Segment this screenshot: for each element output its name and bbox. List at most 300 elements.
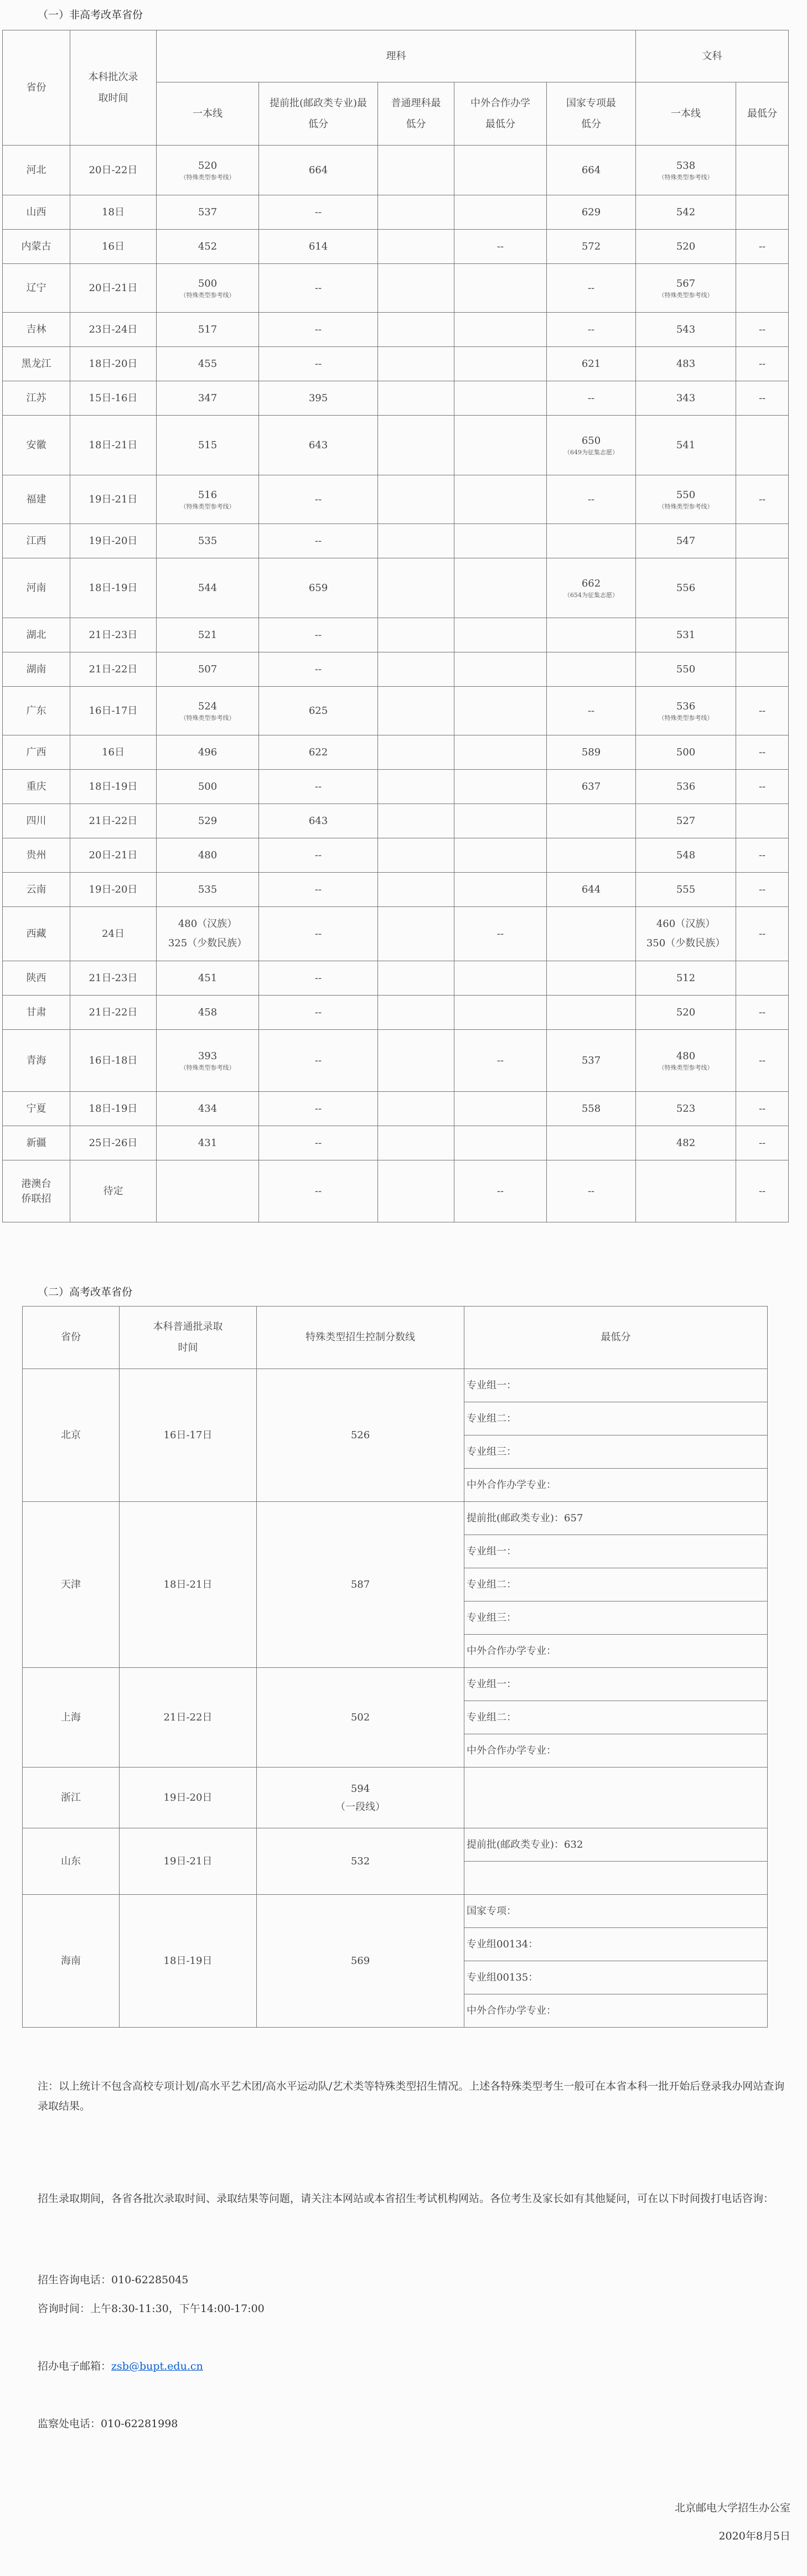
arts-first-tier-cell [636,907,736,961]
sci-postal-cell [259,1030,378,1092]
sci-regular-cell [378,838,454,873]
arts-min-cell [736,996,789,1030]
sci-postal-cell-value: 614 [308,241,328,252]
batch-time-cell [70,770,157,804]
min-score-item-cell: 专业组00135： [464,1961,768,1994]
arts-first-tier-cell-value: 538 [676,159,696,172]
province-cell [3,907,70,961]
control-line-cell-value: 587 [350,1579,370,1590]
province-cell [3,558,70,618]
province-cell [3,735,70,770]
province-cell [3,996,70,1030]
sci-joint-cell [454,146,547,195]
sci-national-cell [547,558,636,618]
sci-first-tier-cell-value: 524 [198,700,218,712]
batch-time-cell-value: 19日-20日 [89,535,138,547]
batch-time-cell [70,416,157,475]
sci-postal-cell-value: -- [314,1185,322,1197]
province-cell [23,1828,120,1895]
sci-postal-cell [259,313,378,347]
sci-first-tier-cell-value: 521 [198,629,218,641]
arts-first-tier-cell-value: 555 [676,884,696,895]
sci-joint-cell [454,873,547,907]
arts-first-tier-cell [636,1030,736,1092]
sci-regular-cell [378,907,454,961]
sci-national-cell [547,996,636,1030]
province-cell-value: 港澳台侨联招 [21,1178,51,1205]
batch-time-cell [70,907,157,961]
province-cell-value: 浙江 [61,1792,81,1803]
table-row [3,1030,789,1092]
control-line-cell [257,1895,464,2028]
sci-postal-cell [259,996,378,1030]
sci-postal-cell-value: -- [314,206,322,218]
arts-first-tier-cell [636,230,736,264]
sci-postal-cell [259,558,378,618]
batch-time-cell [70,264,157,313]
sci-regular-cell [378,961,454,996]
sci-first-tier-cell-value: 452 [198,241,218,252]
province-cell [23,1369,120,1502]
arts-min-cell [736,230,789,264]
sci-postal-cell [259,416,378,475]
control-line-cell-value: 532 [350,1855,370,1867]
batch-time-cell-value: 16日-18日 [89,1055,138,1066]
arts-first-tier-cell [636,687,736,735]
sci-first-tier-cell [157,524,259,558]
batch-time-cell [70,1092,157,1126]
header2-control-line: 特殊类型招生控制分数线 [257,1307,464,1369]
sci-joint-cell-value: -- [496,241,504,252]
arts-min-cell-value: -- [758,1007,766,1018]
arts-min-cell [736,381,789,416]
sci-joint-cell [454,558,547,618]
arts-min-cell [736,907,789,961]
batch-time-cell [120,1895,257,2028]
min-score-item-cell: 中外合作办学专业： [464,1734,768,1768]
table-row [3,838,789,873]
sci-joint-cell [454,1160,547,1222]
arts-first-tier-cell-value: 520 [676,241,696,252]
sci-postal-cell [259,804,378,838]
sci-joint-cell [454,475,547,524]
province-cell [3,195,70,230]
batch-time-cell [70,146,157,195]
sci-postal-cell-value: 643 [308,439,328,451]
province-cell-value: 甘肃 [26,1007,46,1018]
footer-email-line [38,2356,203,2376]
sci-first-tier-cell-value: 517 [198,324,218,335]
sci-postal-cell-value: 643 [308,815,328,827]
batch-time-cell [120,1369,257,1502]
table-row [3,618,789,652]
sci-first-tier-cell [157,996,259,1030]
arts-min-cell [736,524,789,558]
sci-joint-cell [454,996,547,1030]
min-score-item-cell: 中外合作办学专业： [464,1994,768,2028]
sci-joint-cell [454,381,547,416]
sci-joint-cell [454,687,547,735]
arts-min-cell-value: -- [758,705,766,717]
sci-national-cell [547,313,636,347]
sci-national-cell [547,1030,636,1092]
min-score-item-cell: 提前批(邮政类专业)：657 [464,1502,768,1535]
arts-min-cell [736,804,789,838]
sci-regular-cell [378,381,454,416]
footer-email-link[interactable]: zsb@bupt.edu.cn [111,2360,203,2372]
table-row [3,735,789,770]
sci-postal-cell-value: -- [314,1055,322,1066]
sci-postal-cell [259,873,378,907]
sci-first-tier-cell-value: 431 [198,1137,218,1149]
batch-time-cell [70,996,157,1030]
arts-first-tier-cell [636,996,736,1030]
arts-min-cell [736,264,789,313]
arts-min-cell [736,475,789,524]
sci-national-cell [547,264,636,313]
arts-min-cell [736,146,789,195]
table-row [3,195,789,230]
province-cell-value: 江苏 [26,392,46,404]
sci-national-cell-value: -- [587,392,595,404]
province-cell [23,1502,120,1668]
arts-min-cell [736,1092,789,1126]
sci-joint-cell [454,770,547,804]
sci-regular-cell [378,416,454,475]
sci-regular-cell [378,735,454,770]
sci-postal-cell [259,961,378,996]
sci-first-tier-cell-note: （特殊类型参考线） [180,173,235,181]
arts-first-tier-cell-value: 548 [676,849,696,861]
province-cell [3,961,70,996]
sci-first-tier-cell-value: 529 [198,815,218,827]
sci-regular-cell [378,146,454,195]
sci-postal-cell-value: -- [314,324,322,335]
table-row [23,1668,768,1701]
sci-national-cell [547,961,636,996]
sci-first-tier-cell-value: 480（汉族） [178,918,237,930]
sci-postal-cell [259,347,378,381]
arts-first-tier-cell [636,558,736,618]
sci-postal-cell [259,652,378,687]
table-row [3,996,789,1030]
arts-first-tier-cell [636,195,736,230]
batch-time-cell-value: 待定 [103,1185,123,1197]
sci-national-cell [547,804,636,838]
header-arts-first-tier: 一本线 [636,82,736,146]
arts-first-tier-cell-note: （特殊类型参考线） [658,714,713,722]
sci-postal-cell-value: -- [314,884,322,895]
province-cell-value: 江西 [26,535,46,547]
sci-first-tier-cell [157,687,259,735]
sci-first-tier-cell-value: 535 [198,884,218,895]
table-row [3,652,789,687]
province-cell [3,873,70,907]
control-line-cell [257,1768,464,1828]
sci-national-cell-value: -- [587,705,595,717]
sci-first-tier-cell [157,1160,259,1222]
batch-time-cell-value: 18日-20日 [89,358,138,370]
batch-time-cell-value: 21日-23日 [89,972,138,984]
batch-time-cell-value: 20日-22日 [89,164,138,176]
arts-first-tier-cell-value: 536 [676,700,696,712]
sci-national-cell-value: 629 [581,206,601,218]
province-cell-value: 广西 [26,747,46,758]
sci-postal-cell [259,1092,378,1126]
min-score-item-cell: 专业组二： [464,1701,768,1734]
sci-national-cell-value: 644 [581,884,601,895]
sci-first-tier-cell [157,230,259,264]
province-cell-value: 云南 [26,884,46,895]
sci-national-cell-value: 537 [581,1055,601,1066]
sci-first-tier-cell-value: 455 [198,358,218,370]
batch-time-cell-value: 19日-20日 [163,1792,213,1803]
sci-first-tier-cell [157,907,259,961]
province-cell [3,475,70,524]
province-cell-value: 吉林 [26,324,46,335]
sci-national-cell-value: 572 [581,241,601,252]
table-row [23,1502,768,1535]
arts-first-tier-cell-note: （特殊类型参考线） [658,173,713,181]
batch-time-cell [70,687,157,735]
sci-postal-cell-value: -- [314,781,322,792]
footer-date: 2020年8月5日 [718,2530,790,2542]
arts-min-cell-value: -- [758,241,766,252]
sci-regular-cell [378,804,454,838]
sci-postal-cell-value: -- [314,972,322,984]
sci-first-tier-cell-value: 535 [198,535,218,547]
arts-first-tier-cell-value: 482 [676,1137,696,1149]
province-cell-value: 北京 [61,1429,81,1441]
province-cell-value: 福建 [26,494,46,505]
batch-time-cell-value: 18日-21日 [163,1579,213,1590]
sci-joint-cell [454,618,547,652]
batch-time-cell-value: 21日-22日 [89,1007,138,1018]
sci-postal-cell-value: -- [314,849,322,861]
sci-postal-cell-value: -- [314,282,322,294]
sci-postal-cell-value: 625 [308,705,328,717]
sci-national-cell [547,416,636,475]
province-cell [3,1030,70,1092]
sci-regular-cell [378,1126,454,1160]
sci-national-cell [547,907,636,961]
batch-time-cell-value: 24日 [102,928,125,940]
footer-phone: 招生咨询电话：010-62285045 [38,2274,189,2286]
province-cell [3,146,70,195]
sci-first-tier-cell-value: 434 [198,1103,218,1115]
batch-time-cell-value: 18日-19日 [89,781,138,792]
province-cell-value: 湖南 [26,664,46,675]
batch-time-cell [120,1668,257,1768]
sci-national-cell [547,195,636,230]
sci-first-tier-cell-value: 500 [198,277,218,289]
arts-first-tier-cell-value: 541 [676,439,696,451]
min-score-item-cell: 中外合作办学专业： [464,1469,768,1502]
province-cell [3,687,70,735]
sci-joint-cell [454,1030,547,1092]
province-cell-value: 安徽 [26,439,46,451]
sci-first-tier-cell [157,961,259,996]
table-row [3,475,789,524]
sci-joint-cell [454,735,547,770]
batch-time-cell [70,195,157,230]
arts-first-tier-cell [636,524,736,558]
arts-first-tier-cell [636,416,736,475]
arts-first-tier-cell-value: 531 [676,629,696,641]
province-cell-value: 海南 [61,1955,81,1967]
arts-first-tier-cell [636,313,736,347]
batch-time-cell-value: 23日-24日 [89,324,138,335]
sci-first-tier-cell [157,1030,259,1092]
province-cell-value: 山东 [61,1855,81,1867]
arts-min-cell [736,873,789,907]
table-row [23,1369,768,1402]
batch-time-cell [120,1768,257,1828]
sci-joint-cell [454,804,547,838]
province-cell-value: 陕西 [26,972,46,984]
sci-national-cell-value: -- [587,1185,595,1197]
min-score-item-cell: 专业组二： [464,1568,768,1601]
sci-regular-cell [378,687,454,735]
batch-time-cell [70,558,157,618]
province-cell [3,264,70,313]
arts-first-tier-cell [636,618,736,652]
sci-postal-cell-value: -- [314,928,322,940]
table-row [3,347,789,381]
batch-time-cell-value: 18日 [102,206,125,218]
sci-national-cell [547,652,636,687]
batch-time-cell [120,1502,257,1668]
sci-postal-cell-value: 395 [308,392,328,404]
batch-time-cell [70,230,157,264]
min-score-item-cell: 专业组一： [464,1535,768,1568]
sci-national-cell [547,475,636,524]
footer-hours: 咨询时间：上午8:30-11:30，下午14:00-17:00 [38,2303,265,2315]
sci-regular-cell [378,195,454,230]
sci-first-tier-cell [157,652,259,687]
sci-first-tier-cell-value: 507 [198,664,218,675]
header2-batch-time: 本科普通批录取时间 [120,1307,257,1369]
sci-regular-cell [378,313,454,347]
sci-national-cell-value: 621 [581,358,601,370]
batch-time-cell [70,347,157,381]
sci-postal-cell [259,1126,378,1160]
sci-postal-cell-value: 622 [308,747,328,758]
arts-first-tier-cell-value: 483 [676,358,696,370]
sci-regular-cell [378,996,454,1030]
sci-postal-cell [259,907,378,961]
arts-first-tier-cell-note: （特殊类型参考线） [658,1064,713,1071]
batch-time-cell-value: 20日-21日 [89,849,138,861]
footer-supervise: 监察处电话：010-62281998 [38,2418,178,2430]
sci-national-cell-value: 664 [581,164,601,176]
footer-email-label: 招办电子邮箱： [38,2360,112,2372]
sci-joint-cell [454,1126,547,1160]
table-row [3,146,789,195]
sci-national-cell-value: 650 [581,434,601,447]
arts-first-tier-cell-value: 520 [676,1007,696,1018]
province-cell [3,770,70,804]
table-row [3,907,789,961]
sci-joint-cell-value: -- [496,928,504,940]
batch-time-cell [70,873,157,907]
sci-regular-cell [378,347,454,381]
batch-time-cell [70,381,157,416]
header-sci-first-tier: 一本线 [157,82,259,146]
sci-first-tier-cell-value: 496 [198,747,218,758]
batch-time-cell [70,735,157,770]
batch-time-cell-value: 21日-23日 [89,629,138,641]
sci-regular-cell [378,652,454,687]
province-cell-value: 四川 [26,815,46,827]
province-cell [3,230,70,264]
sci-national-cell [547,735,636,770]
sci-first-tier-cell [157,195,259,230]
sci-national-cell-value: 637 [581,781,601,792]
arts-min-cell [736,1126,789,1160]
min-score-item-cell: 专业组三： [464,1435,768,1469]
batch-time-cell [70,804,157,838]
arts-first-tier-cell-value: 542 [676,206,696,218]
batch-time-cell-value: 21日-22日 [89,815,138,827]
arts-first-tier-cell-value: 556 [676,582,696,594]
sci-national-cell [547,838,636,873]
arts-min-cell [736,313,789,347]
arts-first-tier-cell [636,770,736,804]
table-row [3,230,789,264]
arts-min-cell [736,838,789,873]
sci-postal-cell-value: -- [314,664,322,675]
sci-national-cell-value: 662 [581,577,601,589]
batch-time-cell-value: 15日-16日 [89,392,138,404]
sci-first-tier-cell [157,264,259,313]
min-score-item-cell [464,1768,768,1828]
sci-postal-cell-value: -- [314,1007,322,1018]
batch-time-cell-value: 16日-17日 [89,705,138,717]
province-cell [3,618,70,652]
sci-regular-cell [378,558,454,618]
sci-national-cell [547,687,636,735]
header2-province: 省份 [23,1307,120,1369]
sci-regular-cell [378,618,454,652]
sci-national-cell [547,770,636,804]
min-score-item-cell: 专业组一： [464,1369,768,1402]
table-row [3,804,789,838]
province-cell [3,416,70,475]
province-cell [23,1895,120,2028]
sci-first-tier-cell-note: （特殊类型参考线） [180,1064,235,1071]
sci-national-cell [547,347,636,381]
sci-first-tier-cell-value: 480 [198,849,218,861]
sci-joint-cell [454,347,547,381]
batch-time-cell-value: 19日-21日 [89,494,138,505]
batch-time-cell [70,652,157,687]
sci-joint-cell [454,1092,547,1126]
table-row [3,381,789,416]
sci-postal-cell-value: 664 [308,164,328,176]
batch-time-cell [70,961,157,996]
sci-first-tier-cell [157,770,259,804]
sci-postal-cell [259,381,378,416]
province-cell [3,313,70,347]
province-cell-value: 辽宁 [26,282,46,294]
control-line-cell-value: 569 [350,1955,370,1967]
sci-national-cell [547,381,636,416]
province-cell-value: 河南 [26,582,46,594]
sci-first-tier-cell [157,1126,259,1160]
arts-first-tier-cell [636,347,736,381]
arts-min-cell [736,1160,789,1222]
